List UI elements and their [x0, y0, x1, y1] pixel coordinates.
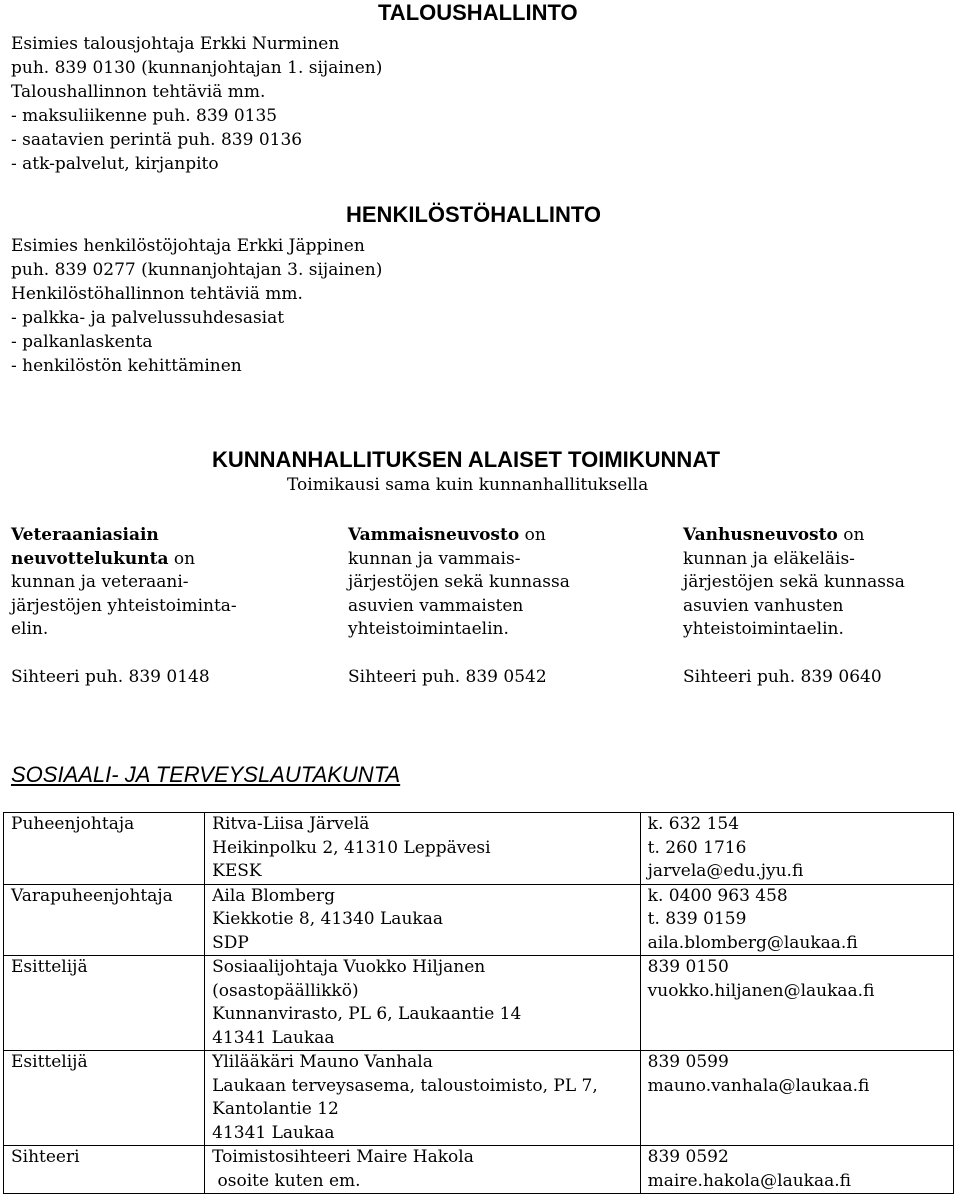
committee-text: asuvien vanhusten	[683, 595, 844, 616]
text-line: Esimies henkilöstöjohtaja Erkki Jäppinen	[11, 236, 365, 256]
committee-text: järjestöjen sekä kunnassa	[348, 572, 570, 592]
committee-column-vammais	[348, 524, 570, 642]
toimikunnat-heading: KUNNANHALLITUKSEN ALAISET TOIMIKUNNAT	[212, 447, 721, 472]
person-cell: Toimistosihteeri Maire Hakola osoite kuten em.	[205, 1146, 641, 1194]
contact-cell: 839 0150 vuokko.hiljanen@laukaa.fi	[640, 956, 953, 1051]
committee-text: yhteistoimintaelin.	[683, 619, 844, 639]
text-line: - palkka- ja palvelussuhdesasiat	[11, 308, 285, 328]
text-line: - saatavien perintä puh. 839 0136	[11, 130, 303, 150]
person-cell: Ritva-Liisa Järvelä Heikinpolku 2, 41310 Leppävesi KESK	[205, 813, 641, 885]
committee-secretary: Sihteeri puh. 839 0640	[683, 667, 882, 687]
committee-title: Vammaisneuvosto	[348, 525, 520, 545]
committee-text: asuvien vammaisten	[348, 595, 524, 616]
contact-cell: k. 632 154 t. 260 1716 jarvela@edu.jyu.fi	[640, 813, 953, 885]
text-line: Henkilöstöhallinnon tehtäviä mm.	[11, 284, 303, 304]
committee-secretary: Sihteeri puh. 839 0148	[11, 667, 210, 687]
committee-column-veteraani	[11, 524, 237, 642]
text-line: - atk-palvelut, kirjanpito	[11, 154, 219, 174]
contact-cell: 839 0599 mauno.vanhala@laukaa.fi	[640, 1051, 953, 1146]
table-row	[4, 1051, 954, 1146]
committee-title-suffix: on	[168, 548, 196, 569]
text-line: - henkilöstön kehittäminen	[11, 356, 242, 376]
taloushallinto-text	[11, 32, 382, 176]
committee-title-suffix: on	[837, 525, 865, 545]
taloushallinto-heading: TALOUSHALLINTO	[378, 0, 578, 25]
table-row	[4, 1146, 954, 1194]
role-cell: Puheenjohtaja	[4, 813, 205, 885]
committee-column-vanhus	[683, 524, 905, 642]
committee-text: kunnan ja eläkeläis-	[683, 548, 855, 569]
sote-title: SOSIAALI- JA TERVEYSLAUTAKUNTA	[11, 762, 401, 787]
committee-title: Vanhusneuvosto	[683, 525, 838, 545]
person-cell: Sosiaalijohtaja Vuokko Hiljanen (osastopäällikkö) Kunnanvirasto, PL 6, Laukaantie 14 41341 Laukaa	[205, 956, 641, 1051]
person-cell: Aila Blomberg Kiekkotie 8, 41340 Laukaa SDP	[205, 884, 641, 956]
committee-title: Veteraaniasiain	[11, 525, 159, 545]
text-line: puh. 839 0277 (kunnanjohtajan 3. sijainen)	[11, 260, 383, 280]
table-row	[4, 813, 954, 885]
committee-text: kunnan ja vammais-	[348, 548, 521, 569]
committee-text: kunnan ja veteraani-	[11, 572, 189, 592]
text-line: - palkanlaskenta	[11, 332, 153, 352]
contact-cell: 839 0592 maire.hakola@laukaa.fi	[640, 1146, 953, 1194]
role-cell: Esittelijä	[4, 956, 205, 1051]
committee-text: elin.	[11, 619, 49, 639]
text-line: Taloushallinnon tehtäviä mm.	[11, 82, 266, 102]
person-cell: Ylilääkäri Mauno Vanhala Laukaan terveysasema, taloustoimisto, PL 7, Kantolantie 12 41341 Laukaa	[205, 1051, 641, 1146]
sote-members-table	[3, 812, 954, 1194]
table-row	[4, 956, 954, 1051]
henkilostohallinto-text	[11, 234, 382, 378]
committee-text: järjestöjen sekä kunnassa	[683, 572, 905, 592]
role-cell: Sihteeri	[4, 1146, 205, 1194]
committee-title-suffix: on	[519, 525, 546, 545]
role-cell: Varapuheenjohtaja	[4, 884, 205, 956]
toimikunnat-subtitle: Toimikausi sama kuin kunnanhallituksella	[287, 475, 649, 495]
role-cell: Esittelijä	[4, 1051, 205, 1146]
contact-cell: k. 0400 963 458 t. 839 0159 aila.blomberg@laukaa.fi	[640, 884, 953, 956]
text-line: puh. 839 0130 (kunnanjohtajan 1. sijainen)	[11, 58, 383, 78]
committee-text: järjestöjen yhteistoiminta-	[11, 595, 237, 616]
table-row	[4, 884, 954, 956]
text-line: Esimies talousjohtaja Erkki Nurminen	[11, 34, 340, 54]
committee-title: neuvottelukunta	[11, 548, 169, 569]
committee-secretary: Sihteeri puh. 839 0542	[348, 667, 547, 687]
committee-text: yhteistoimintaelin.	[348, 619, 509, 639]
text-line: - maksuliikenne puh. 839 0135	[11, 106, 278, 126]
henkilostohallinto-heading: HENKILÖSTÖHALLINTO	[346, 202, 602, 227]
